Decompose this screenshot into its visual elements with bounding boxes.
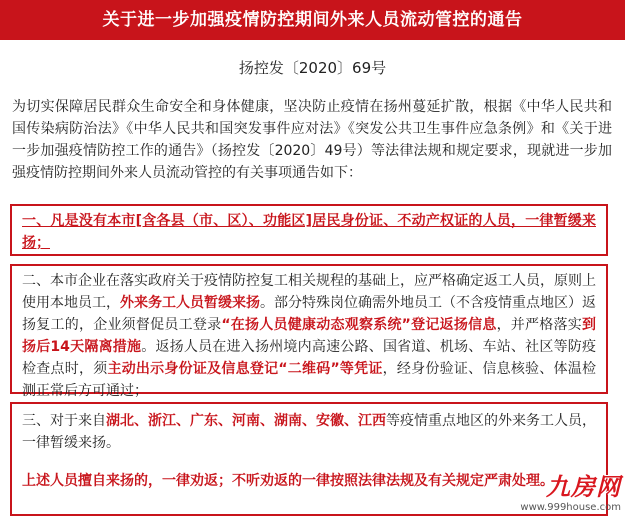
item-1-highlight: 一、凡是没有本市[含各县（市、区）、功能区]居民身份证、不动产权证的人员，一律暂缓来扬； [22,213,596,251]
item-3-warning: 上述人员擅自来扬的，一律劝返；不听劝返的一律按照法律法规及有关规定严肃处理。 [22,473,554,489]
notice-item-2 [10,264,608,399]
item-2-highlight-3: 到扬后14天隔离措施 [22,317,597,355]
item-2-part-4: 。返扬人员在进入扬州境内高速公路、国省道、机场、车站、社区等防疫检查点时，须 [22,339,597,377]
item-3-part-1: 三、对于来自 [22,413,106,429]
watermark-logo: 九房网 [546,473,621,501]
page-title: 关于进一步加强疫情防控期间外来人员流动管控的通告 [0,0,625,40]
item-1-text [22,210,596,254]
document-number: 扬控发〔2020〕69号 [238,59,387,77]
item-2-highlight-1: 外来务工人员暂缓来扬 [120,295,260,311]
item-2-part-3: ，并严格落实 [496,317,583,333]
item-2-highlight-2: “在扬人员健康动态观察系统”登记返扬信息 [221,317,497,333]
notice-item-3 [10,402,608,516]
item-2-part-2: 。部分特殊岗位确需外地员工（不含疫情重点地区）返扬复工的，企业须督促员工登录 [22,295,596,333]
notice-item-1 [10,204,608,256]
item-2-part-1: 二、本市企业在落实政府关于疫情防控复工相关规程的基础上，应严格确定返工人员，原则上使用本地员工， [22,273,596,311]
item-2-highlight-4: 主动出示身份证及信息登记“二维码”等凭证 [107,361,383,377]
item-2-part-5: ，经身份验证、信息核验、体温检测正常后方可通过； [22,361,597,399]
item-3-text [22,410,596,454]
watermark-url: www.999house.com [520,502,621,513]
item-2-text [22,270,596,402]
item-3-provinces: 湖北、浙江、广东、河南、湖南、安徽、江西 [106,413,386,429]
intro-paragraph: 为切实保障居民群众生命安全和身体健康，坚决防止疫情在扬州蔓延扩散，根据《中华人民共和国传染病防治法》《中华人民共和国突发事件应对法》《突发公共卫生事件应急条例》和《关于进一步加强疫情防控工作的通告》（扬控发〔2020〕49号）等法律法规和规定要求，现就进一步加强疫情防控期间外来人员流动管控的有关事项通告如下： [12,99,612,181]
item-3-part-2: 等疫情重点地区的外来务工人员，一律暂缓来扬。 [22,413,596,451]
